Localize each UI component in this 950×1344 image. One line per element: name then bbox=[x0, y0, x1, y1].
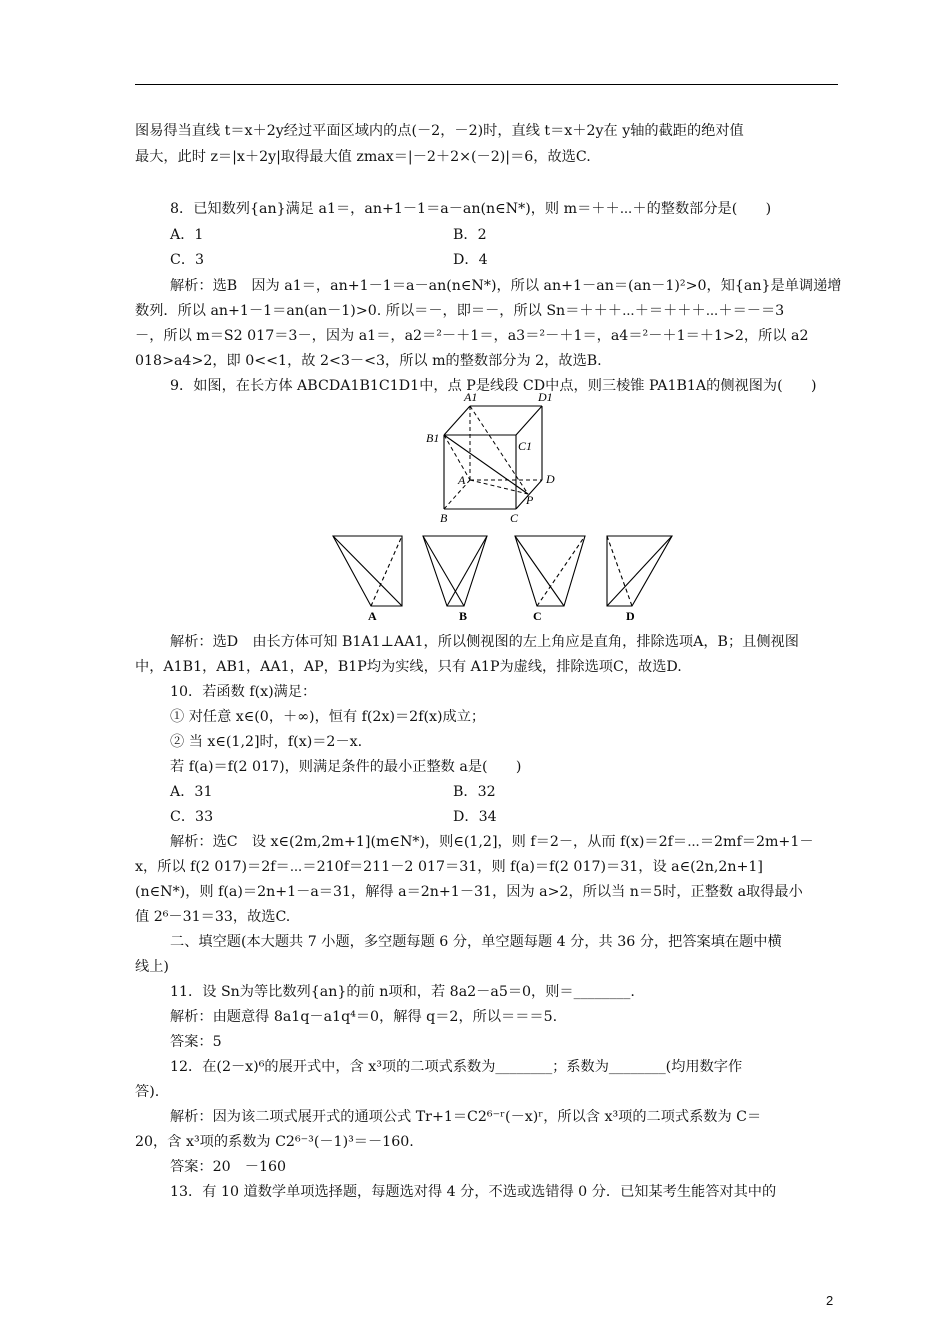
text-line: 解析：选C 设 x∈(2m,2m+1](m∈N*)，则∈(1,2]，则 f＝2－，从而 f(x)＝2f＝⋯＝2mf＝2m+1－ bbox=[170, 834, 814, 850]
text-line: 最大，此时 z＝|x＋2y|取得最大值 zmax＝|－2＋2×(－2)|＝6，故选C. bbox=[135, 149, 591, 165]
q8-option-d: D．4 bbox=[453, 252, 488, 268]
question-10: 10．若函数 f(x)满足： bbox=[170, 684, 317, 700]
label-c: C bbox=[510, 511, 519, 525]
text-line: 解析：因为该二项式展开式的通项公式 Tr+1＝C2⁶⁻ʳ(－x)ʳ，所以含 x³项的二项式系数为 C＝ bbox=[170, 1109, 762, 1125]
text-line: 解析：选B 因为 a1＝，an+1－1＝a－an(n∈N*)，所以 an+1－an＝(an－1)²>0，知{an}是单调递增 bbox=[170, 278, 842, 294]
question-11: 11．设 Sn为等比数列{an}的前 n项和，若 8a2－a5＝0，则＝________. bbox=[170, 984, 635, 1000]
text-line: x，所以 f(2 017)＝2f＝⋯＝210f＝211－2 017＝31，则 f(a)＝f(2 017)＝31，设 a∈(2n,2n+1] bbox=[135, 859, 763, 875]
label-d: D bbox=[546, 472, 555, 486]
page-number: 2 bbox=[826, 1293, 834, 1308]
label-b: B bbox=[440, 511, 448, 525]
side-view-label-d: D bbox=[626, 609, 635, 623]
text-line: (n∈N*)，则 f(a)＝2n+1－a＝31，解得 a＝2n+1－31，因为 a>2，所以当 n＝5时，正整数 a取得最小 bbox=[135, 884, 803, 900]
label-a: A bbox=[458, 473, 466, 487]
q10-option-c: C．33 bbox=[170, 809, 214, 825]
label-d1: D1 bbox=[538, 390, 553, 404]
question-12: 12．在(2－x)⁶的展开式中，含 x³项的二项式系数为________；系数为________(均用数字作 bbox=[170, 1059, 743, 1075]
label-b1: B1 bbox=[426, 431, 440, 445]
text-line: 线上) bbox=[135, 959, 169, 975]
text-line: 解析：由题意得 8a1q－a1q⁴＝0，解得 q＝2，所以＝＝＝5. bbox=[170, 1009, 558, 1025]
text-line: －，所以 m＝S2 017＝3－，因为 a1＝，a2＝²－＋1＝，a3＝²－＋1＝，a4＝²－＋1＝＋1>2，所以 a2 bbox=[135, 328, 809, 344]
text-line: 018>a4>2，即 0<<1，故 2<3－<3，所以 m的整数部分为 2，故选B. bbox=[135, 353, 602, 369]
side-view-options bbox=[330, 533, 675, 625]
q8-option-b: B．2 bbox=[453, 227, 487, 243]
text-line: ② 当 x∈(1,2]时，f(x)＝2－x. bbox=[170, 734, 363, 750]
q10-option-a: A．31 bbox=[170, 784, 213, 800]
question-9: 9．如图，在长方体 ABCDA1B1C1D1中，点 P是线段 CD中点，则三棱锥 PA1B1A的侧视图为( ) bbox=[170, 378, 817, 394]
question-13: 13．有 10 道数学单项选择题，每题选对得 4 分，不选或选错得 0 分．已知某考生能答对其中的 bbox=[170, 1184, 777, 1200]
side-view-label-b: B bbox=[459, 609, 468, 623]
label-c1: C1 bbox=[518, 439, 533, 453]
section-heading: 二、填空题(本大题共 7 小题，多空题每题 6 分，单空题每题 4 分，共 36 分，把答案填在题中横 bbox=[170, 934, 782, 950]
text-line: 图易得当直线 t＝x＋2y经过平面区域内的点(－2，－2)时，直线 t＝x＋2y在 y轴的截距的绝对值 bbox=[135, 123, 744, 139]
cuboid-figure bbox=[420, 390, 560, 525]
label-a1: A1 bbox=[464, 390, 478, 404]
q8-option-c: C．3 bbox=[170, 252, 205, 268]
text-line: 值 2⁶－31＝33，故选C. bbox=[135, 909, 291, 925]
text-line: 中，A1B1，AB1，AA1，AP，B1P均为实线，只有 A1P为虚线，排除选项C，故选D. bbox=[135, 659, 682, 675]
text-line: 数列．所以 an+1－1＝an(an－1)>0. 所以＝－，即＝－，所以 Sn＝＋＋＋⋯＋＝＋＋＋⋯＋＝－＝3 bbox=[135, 303, 785, 319]
text-line: ① 对任意 x∈(0，＋∞)，恒有 f(2x)＝2f(x)成立； bbox=[170, 709, 486, 725]
side-view-label-c: C bbox=[533, 609, 542, 623]
label-p: P bbox=[526, 493, 534, 507]
answer-line: 答案：20 －160 bbox=[170, 1159, 287, 1175]
q10-option-b: B．32 bbox=[453, 784, 496, 800]
answer-line: 答案：5 bbox=[170, 1034, 222, 1050]
text-line: 解析：选D 由长方体可知 B1A1⊥AA1，所以侧视图的左上角应是直角，排除选项A，B；且侧视图 bbox=[170, 634, 799, 650]
q8-option-a: A．1 bbox=[170, 227, 204, 243]
header-rule bbox=[135, 84, 838, 85]
text-line: 若 f(a)＝f(2 017)，则满足条件的最小正整数 a是( ) bbox=[170, 759, 522, 775]
question-8: 8．已知数列{an}满足 a1＝，an+1－1＝a－an(n∈N*)，则 m＝＋＋⋯＋的整数部分是( ) bbox=[170, 201, 772, 217]
q10-option-d: D．34 bbox=[453, 809, 497, 825]
side-view-label-a: A bbox=[368, 609, 377, 623]
text-line: 答). bbox=[135, 1084, 160, 1100]
text-line: 20，含 x³项的系数为 C2⁶⁻³(－1)³＝－160. bbox=[135, 1134, 414, 1150]
